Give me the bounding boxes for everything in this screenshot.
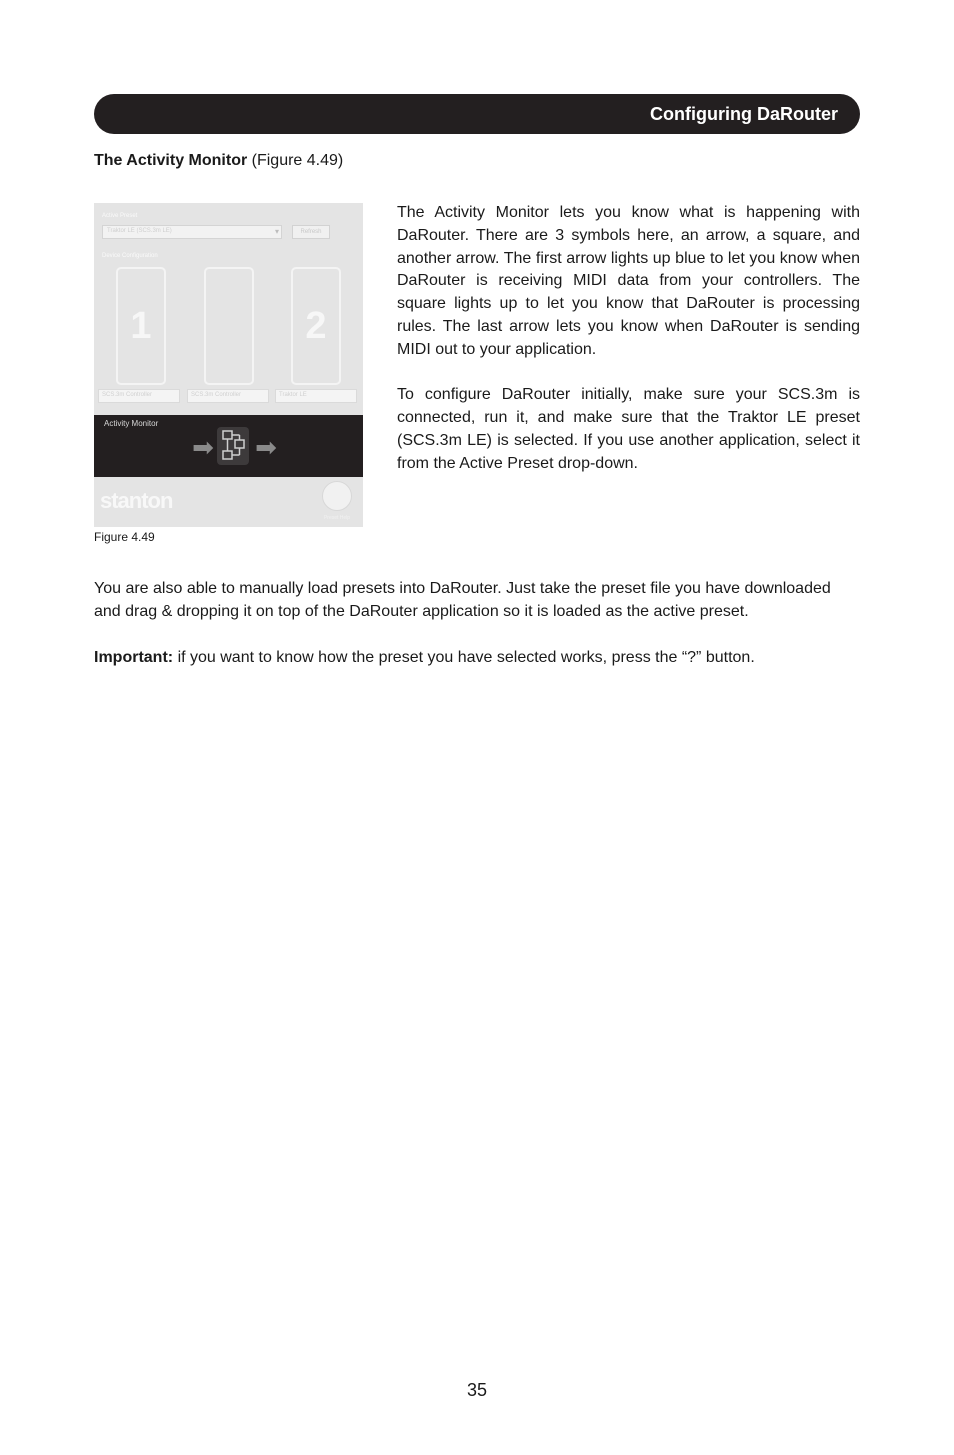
important-label: Important:	[94, 649, 174, 666]
section-heading	[94, 152, 343, 170]
section-heading-bold: The Activity Monitor	[94, 152, 248, 169]
figure-logo: stanton	[100, 488, 173, 513]
chevron-down-icon: ▾	[274, 227, 279, 236]
configure-paragraph: To configure DaRouter initially, make sure your SCS.3m is connected, run it, and make sure that the Traktor LE preset (SCS.3m LE) is selected. If you use another application, select it from the Active Preset drop-down.	[397, 386, 860, 472]
section-header-title: Configuring DaRouter	[650, 103, 838, 124]
figure-caption: Figure 4.49	[94, 530, 155, 544]
figure-slot-middle	[204, 267, 254, 385]
section-heading-ref: (Figure 4.49)	[251, 152, 344, 169]
figure-slots-label: Device Configuration	[102, 253, 158, 259]
important-paragraph	[94, 647, 860, 670]
flowchart-icon	[217, 427, 249, 465]
figure-field-2: SCS.3m Controller	[187, 389, 269, 403]
section-header-bar	[94, 94, 860, 134]
figure-slot-1: 1	[116, 267, 166, 385]
figure-activity-monitor-panel	[94, 415, 363, 477]
figure-knob-caption: Preset Help	[323, 515, 351, 521]
output-arrow-icon: ➡	[255, 432, 277, 462]
manual-load-paragraph: You are also able to manually load presets into DaRouter. Just take the preset file you have downloaded and drag & dropping it on top of the DaRouter application so it is loaded as the active preset.	[94, 580, 831, 620]
processing-square-icon	[217, 427, 249, 465]
figure-preset-value: Traktor LE (SCS.3m LE)	[107, 228, 172, 234]
figure-field-3: Traktor LE	[275, 389, 357, 403]
figure-slot-2: 2	[291, 267, 341, 385]
figure-preset-dropdown	[102, 225, 282, 239]
page-number: 35	[466, 1380, 488, 1400]
figure-refresh-button: Refresh	[292, 225, 330, 239]
activity-monitor-paragraph: The Activity Monitor lets you know what is happening with DaRouter. There are 3 symbols here, an arrow, a square, and another arrow. The first arrow lights up blue to let you know when DaRouter is receiving MIDI data from your controllers. The square lights up to let you know that DaRouter is processing rules. The last arrow lets you know when DaRouter is sending MIDI out to your application.	[397, 204, 860, 358]
figure-activity-monitor-screenshot	[94, 203, 363, 527]
figure-help-knob	[322, 481, 352, 511]
figure-field-1: SCS.3m Controller	[98, 389, 180, 403]
input-arrow-icon: ➡	[192, 432, 214, 462]
figure-active-preset-label: Active Preset	[102, 213, 138, 219]
important-text: if you want to know how the preset you have selected works, press the “?” button.	[177, 649, 755, 666]
right-column-text	[397, 202, 860, 498]
figure-activity-monitor-label: Activity Monitor	[104, 419, 159, 428]
